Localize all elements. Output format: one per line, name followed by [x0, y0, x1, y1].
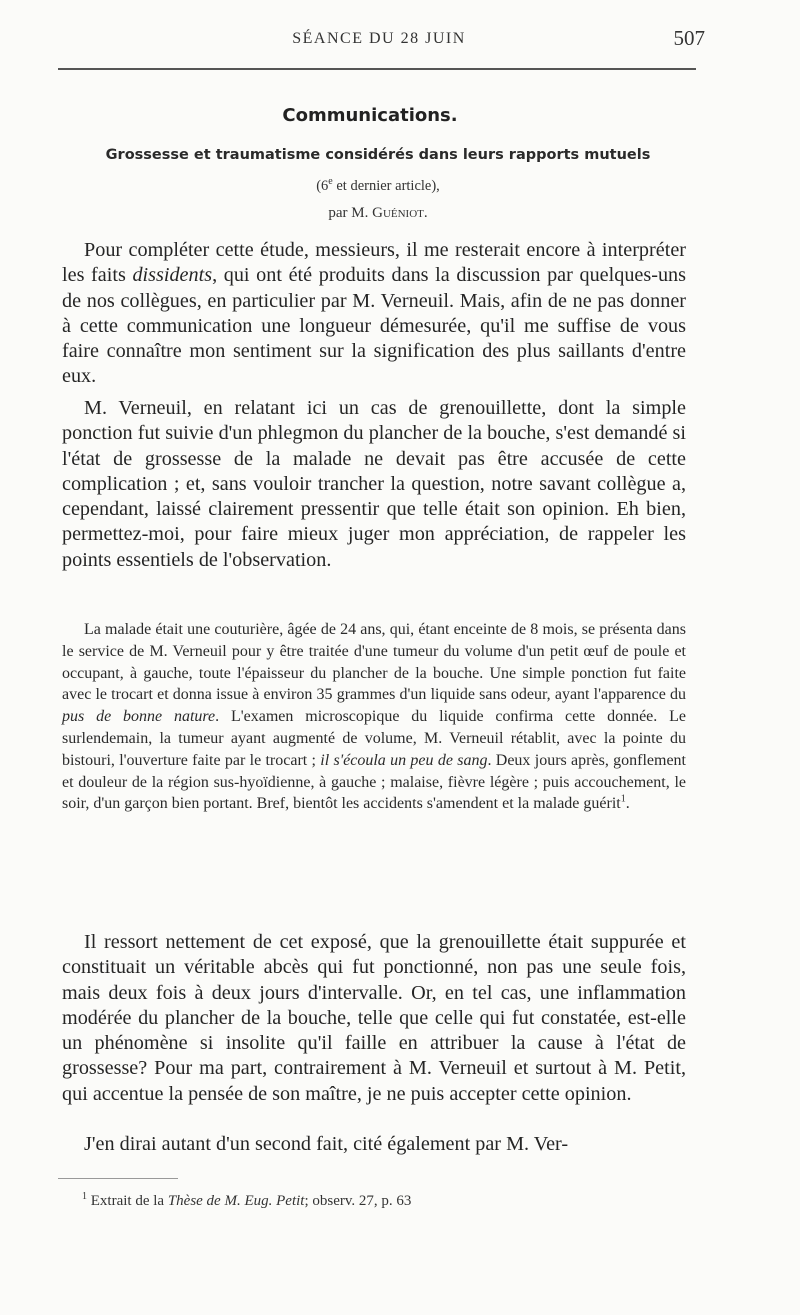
p1-text-a: Pour compléter cette étude, messieurs, il me resterait encore à interpréter les faits	[62, 239, 686, 287]
author-name: Guéniot.	[372, 205, 428, 221]
footnote-text-a: Extrait de la	[87, 1193, 168, 1209]
subtitle-sup: e	[328, 176, 333, 187]
obs-emphasis-2: il s'écoula un peu de sang	[320, 751, 488, 769]
running-title: SÉANCE DU 28 JUIN	[292, 30, 466, 47]
article-subtitle	[58, 176, 698, 195]
obs-text-b: . L'examen microscopique du liquide confirma cette donnée. Le surlendemain, la tumeur ayant augmenté de volume, M. Verneuil rétablit, avec la pointe du bistouri, l'ouverture faite par le trocart ;	[62, 708, 687, 769]
footnote-marker: 1	[82, 1191, 87, 1202]
footnote-rule	[58, 1178, 178, 1179]
section-title: Communications.	[282, 105, 458, 126]
obs-text-d: .	[625, 795, 630, 813]
header-rule	[58, 68, 696, 70]
footnote-text-b: ; observ. 27, p. 63	[304, 1193, 412, 1209]
subtitle-rest: et dernier article),	[332, 177, 440, 194]
author-prefix: par M.	[328, 205, 373, 221]
paragraph-2: M. Verneuil, en relatant ici un cas de grenouillette, dont la simple ponction fut suivie d'un phlegmon du plancher de la bouche, s'est demandé si l'état de grossesse de la malade ne devait pas être accusée de cette complication ; et, sans vouloir trancher la question, notre savant collègue a, cependant, laissé clairement pressentir que telle était son opinion. Eh bien, permettez-moi, pour faire mieux juger mon appréciation, de rappeler les points essentiels de l'observation.	[62, 397, 686, 571]
p1-emphasis: dissidents	[132, 264, 213, 287]
footnote	[82, 1191, 682, 1210]
obs-text-a: La malade était une couturière, âgée de 24 ans, qui, étant enceinte de 8 mois, se présenta dans le service de M. Verneuil pour y être traitée d'une tumeur du volume d'un petit œuf de poule et occupant, à gauche, toute l'épaisseur du plancher de la bouche. Une simple ponction fut faite avec le trocart et donna issue à environ 35 grammes d'un liquide sans odeur, ayant l'apparence du	[62, 621, 686, 704]
paragraph-3: Il ressort nettement de cet exposé, que la grenouillette était suppurée et constituait un véritable abcès qui fut ponctionné, non pas une seule fois, mais deux fois à deux jours d'intervalle. Or, en tel cas, une inflammation modérée du plancher de la bouche, telle que celle qui fut constatée, est-elle un phénomène si insolite qu'il faille en attribuer la cause à l'état de grossesse? Pour ma part, contrairement à M. Verneuil et surtout à M. Petit, qui accentue la pensée de son maître, je ne puis accepter cette opinion.	[62, 931, 686, 1105]
running-header	[58, 26, 705, 56]
paragraph-4: J'en dirai autant d'un second fait, cité également par M. Ver-	[84, 1133, 569, 1155]
observation-paragraph	[62, 619, 686, 815]
paragraph-1	[62, 238, 686, 390]
page-number: 507	[673, 26, 705, 50]
obs-text-c: . Deux jours après, gonflement et douleur de la région sus-hyoïdienne, à gauche ; malaise, fièvre légère ; puis accouchement, le soir, d'un garçon bien portant. Bref, bientôt les accidents s'amendent et la malade guérit	[62, 751, 686, 813]
p1-text-b: , qui ont été produits dans la discussion par quelques-uns de nos collègues, en particulier par M. Verneuil. Mais, afin de ne pas donner à cette communication une longueur démesurée, qu'il me suffise de vous faire connaître mon sentiment sur la signification des plus saillants d'entre eux.	[62, 264, 687, 388]
footnote-ref[interactable]: 1	[620, 794, 626, 806]
footnote-emphasis: Thèse de M. Eug. Petit	[167, 1193, 305, 1209]
article-author	[58, 205, 698, 222]
obs-emphasis-1: pus de bonne nature	[62, 708, 216, 726]
subtitle-num: (6	[316, 177, 329, 194]
article-title: Grossesse et traumatisme considérés dans leurs rapports mutuels	[105, 147, 651, 163]
